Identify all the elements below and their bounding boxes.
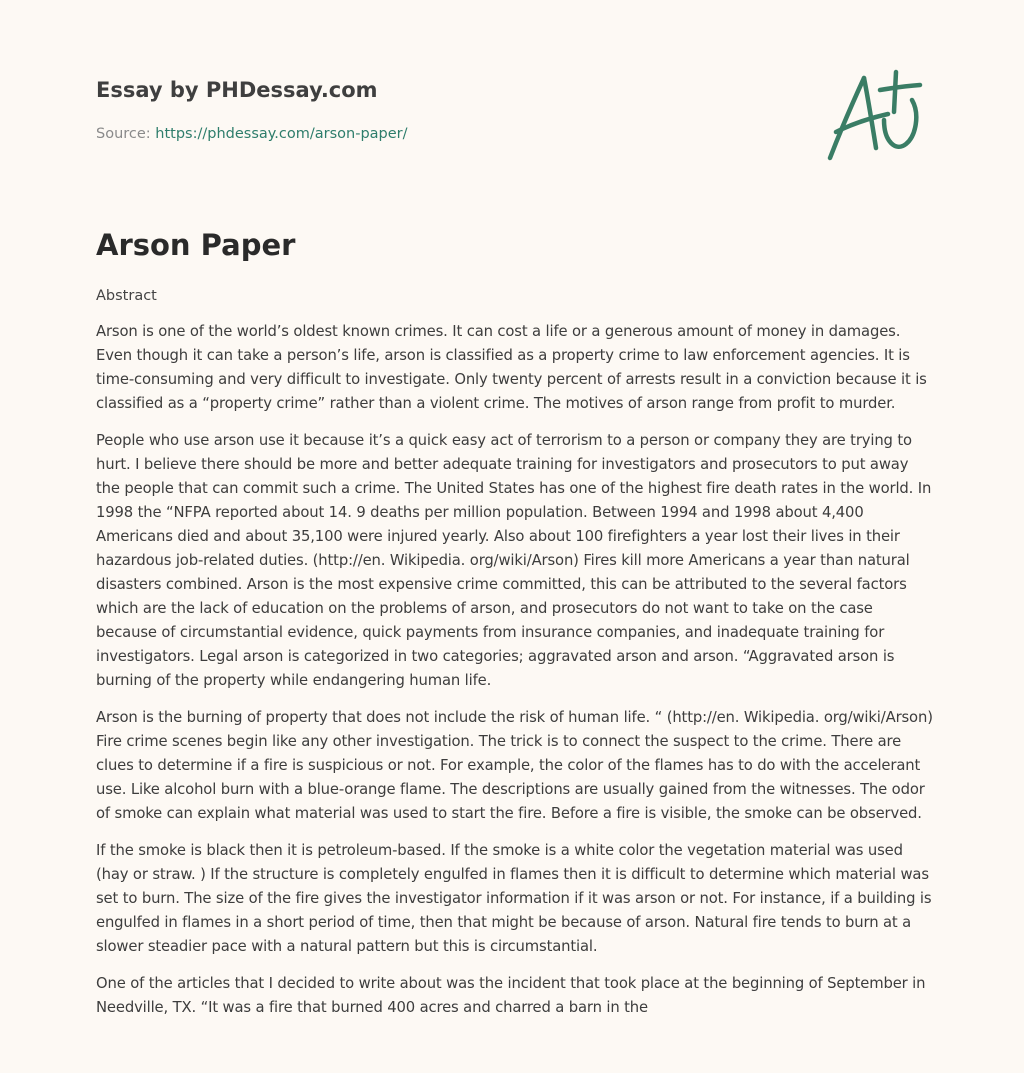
site-title: Essay by PHDessay.com — [96, 78, 378, 102]
paragraph: Arson is one of the world’s oldest known crimes. It can cost a life or a generous amount of money in damages. Even though it can take a person’s life, arson is classified as a property crime to law enforcement agencies. It is time-consuming and very difficult to investigate. Only twenty percent of arrests result in a conviction because it is classified as a “property crime” rather than a violent crime. The motives of arson range from profit to murder. — [96, 323, 927, 412]
source-label: Source: — [96, 126, 156, 142]
paragraph: If the smoke is black then it is petroleum-based. If the smoke is a white color the vegetation material was used (hay or straw. ) If the structure is completely engulfed in flames then it is difficult to determine which material was set to burn. The size of the fire gives the investigator information if it was arson or not. For instance, if a building is engulfed in flames in a short period of time, then that might be because of arson. Natural fire tends to burn at a slower steadier pace with a natural pattern but this is circumstantial. — [96, 842, 932, 955]
page-header — [96, 76, 936, 144]
paragraph: People who use arson use it because it’s a quick easy act of terrorism to a person or company they are trying to hurt. I believe there should be more and better adequate training for investigators and prosecutors to put away the people that can commit such a crime. The United States has one of the highest fire death rates in the world. In 1998 the “NFPA reported about 14. 9 deaths per million population. Between 1994 and 1998 about 4,400 Americans died and about 35,100 were injured yearly. Also about 100 firefighters a year lost their lives in their hazardous job-related duties. (http://en. Wikipedia. org/wiki/Arson) Fires kill more Americans a year than natural disasters combined. Arson is the most expensive crime committed, this can be attributed to the several factors which are the lack of education on the problems of arson, and prosecutors do not want to take on the case because of circumstantial evidence, quick payments from insurance companies, and inadequate training for investigators. Legal arson is categorized in two categories; aggravated arson and arson. “Aggravated arson is burning of the property while endangering human life. — [96, 432, 932, 689]
paragraph: One of the articles that I decided to write about was the incident that took place at the beginning of September in Needville, TX. “It was a fire that burned 400 acres and charred a barn in the — [96, 975, 926, 1016]
source-line — [96, 124, 936, 144]
abstract-label: Abstract — [96, 288, 157, 304]
paragraph: Arson is the burning of property that does not include the risk of human life. “ (http://en. Wikipedia. org/wiki/Arson) Fire crime scenes begin like any other investigation. The trick is to connect the suspect to the crime. There are clues to determine if a fire is suspicious or not. For example, the color of the flames has to do with the accelerant use. Like alcohol burn with a blue-orange flame. The descriptions are usually gained from the witnesses. The odor of smoke can explain what material was used to start the fire. Before a fire is visible, the smoke can be observed. — [96, 709, 933, 822]
article — [96, 226, 936, 1020]
article-title: Arson Paper — [96, 228, 296, 262]
a-plus-grade-icon — [822, 68, 926, 164]
source-link[interactable]: https://phdessay.com/arson-paper/ — [155, 126, 408, 142]
